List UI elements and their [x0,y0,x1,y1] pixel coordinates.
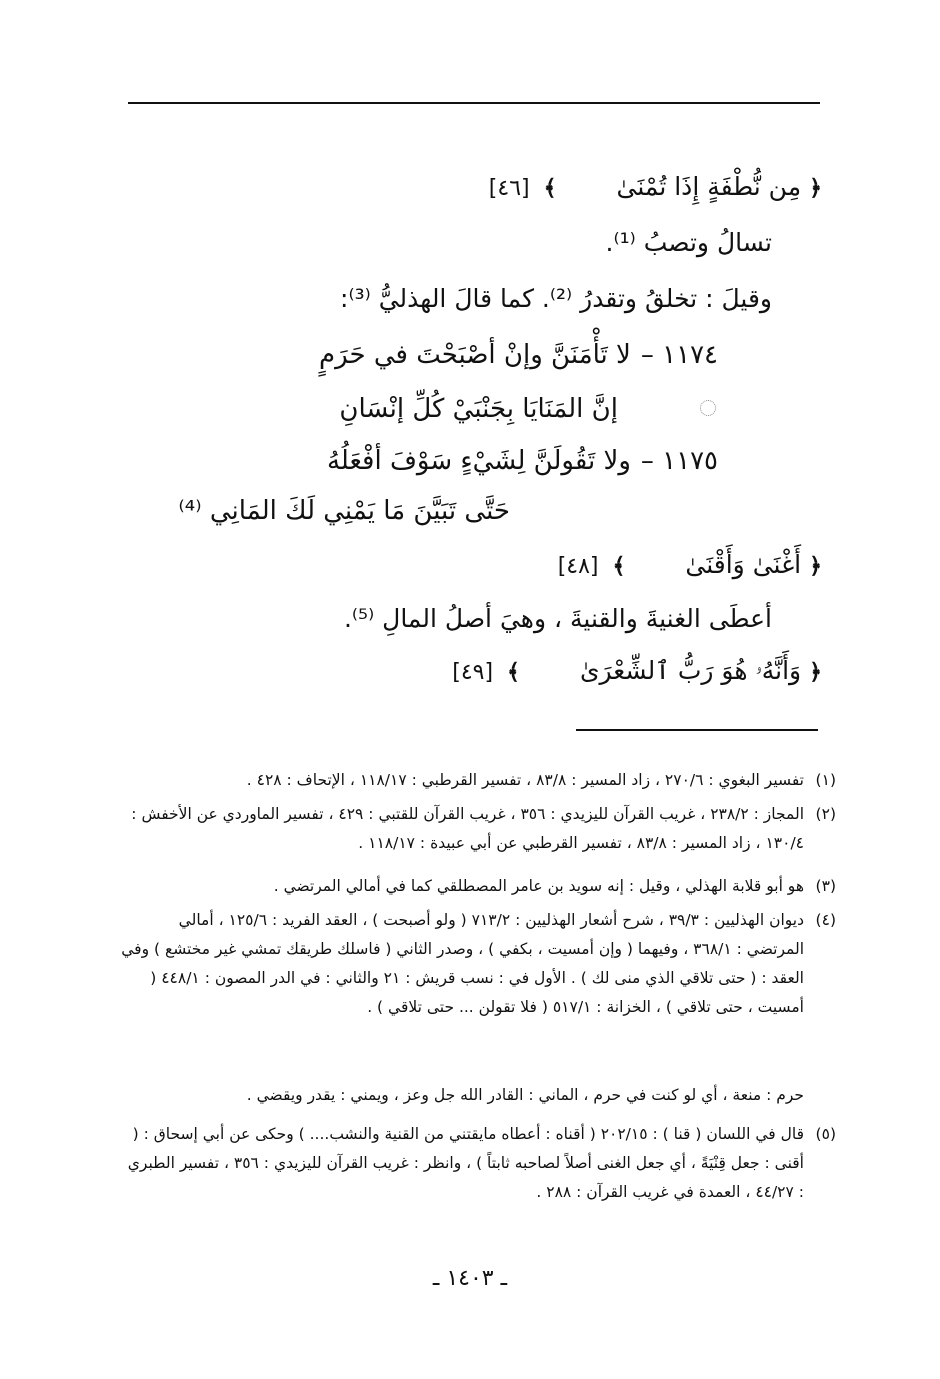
footnote-2 [120,800,836,858]
page-speck [700,400,716,416]
verse-48 [558,550,822,579]
poem-line-1174 [319,340,718,370]
poem-line-1175-second [178,496,510,526]
verse-number: [٤٩] [452,660,494,685]
verse-text: مِن نُّطْفَةٍ إِذَا تُمْنَىٰ [616,172,802,201]
footnote-text: تفسير البغوي : ٢٧٠/٦ ، زاد المسير : ٨٣/٨ ، تفسير القرطبي : ١١٨/١٧ ، الإتحاف : ٤٢٨ . [246,771,804,789]
footnote-number: (٤) [815,911,836,929]
poem-number: ١١٧٥ – [640,446,718,476]
verse-49 [452,656,822,686]
footnote-4-glossary: حرم : منعة ، أي لو كنت في حرم ، الماني : القادر الله جل وعز ، ويمني : يقدر ويقضي . [246,1086,804,1104]
verse-close-bracket: ﴾ [543,176,557,201]
verse-close-bracket: ﴾ [507,660,520,685]
footnote-text: المجاز : ٢٣٨/٢ ، غريب القرآن لليزيدي : ٣٥٦ ، غريب القرآن للقتبي : ٤٢٩ ، تفسير الماوردي عن الأخفش : ١٣٠/٤ ، زاد المسير : ٨٣/٨ ، تفسير القرطبي عن أبي عبيدة : ١١٨/١٧ . [131,805,804,852]
verse-number: [٤٨] [557,554,599,579]
footnote-text: هو أبو قلابة الهذلي ، وقيل : إنه سويد بن عامر المصطلقي كما في أمالي المرتضي . [273,877,804,895]
footnote-separator [576,729,818,731]
verse-open-bracket: ﴿ [809,176,822,201]
verse-close-bracket: ﴾ [612,554,626,579]
top-rule [128,102,820,104]
verse-open-bracket: ﴿ [809,554,822,579]
footnote-number: (٢) [815,805,836,823]
verse-text: وَأَنَّهُۥ هُوَ رَبُّ ٱلشِّعْرَىٰ [579,656,802,685]
verse-number: [٤٦] [488,176,530,201]
footnote-text: ديوان الهذليين : ٣٩/٣ ، شرح أشعار الهذليين : ٧١٣/٢ ( ولو أصبحت ) ، العقد الفريد : ١٢٥/٦ ، أمالي المرتضي : ٣٦٨/١ ، وفيهما ( وإن أمسيت ، بكفي ) ، وصدر الثاني ( فاسلك طريقك تمشي غير مختشع ) وفي العقد : ( حتى تلاقي الذي منى لك ) . الأول في : نسب قريش : ٢١ والثاني : في الدر المصون : ٤٤٨/١ ( أمسيت ، حتى تلاقي ) ، الخزانة : ٥١٧/١ ( فلا تقولن ... حتى تلاقي ) . [121,911,804,1016]
verse-46 [489,172,822,201]
poem-text: ولا تَقُولَنَّ لِشَيْءٍ سَوْفَ أفْعَلُهُ [326,446,631,476]
commentary-line-1: تسالُ وتصبُ ⁽¹⁾. [605,228,772,257]
poem-text: لا تَأْمَنَنَّ وإنْ أصْبَحْتَ في حَرَمٍ [319,340,631,370]
poem-text: حَتَّى تَبَيَّنَ مَا يَمْنِي لَكَ المَانِي ⁽⁴⁾ [178,496,510,526]
footnote-number: (٣) [815,877,836,895]
verse-open-bracket: ﴿ [809,660,822,685]
poem-text: إنَّ المَنَايَا بِجَنْبَيْ كُلِّ إنْسَانِ [339,394,618,424]
footnote-number: (١) [815,771,836,789]
footnote-number: (٥) [815,1125,836,1143]
footnote-4 [120,906,836,1022]
poem-line-1174-second [339,394,618,424]
commentary-line-3: أعطَى الغنيةَ والقنيةَ ، وهيَ أصلُ المالِ ⁽⁵⁾. [343,604,772,633]
verse-text: أَغْنَىٰ وَأَقْنَىٰ [685,550,802,579]
poem-line-1175 [327,446,718,476]
poem-number: ١١٧٤ – [640,340,718,370]
footnote-text: قال في اللسان ( قنا ) : ٢٠٢/١٥ ( أقناه : أعطاه مايقتني من القنية والنشب.... ) وحكى عن أبي إسحاق : ( أقنى : جعل قِنْيَةً ، أي جعل الغنى أصلاً لصاحبه ثابتاً ) ، وانظر : غريب القرآن لليزيدي : ٣٥٦ ، تفسير الطبري : ٤٤/٢٧ ، العمدة في غريب القرآن : ٢٨٨ . [127,1125,804,1201]
footnote-3 [120,872,836,901]
footnote-5 [120,1120,836,1207]
commentary-line-2: وقيلَ : تخلقُ وتقدرُ ⁽²⁾. كما قالَ الهذليُّ ⁽³⁾: [340,284,772,313]
page-number: ـ ١٤٠٣ ـ [432,1266,508,1291]
footnote-1 [120,766,836,795]
